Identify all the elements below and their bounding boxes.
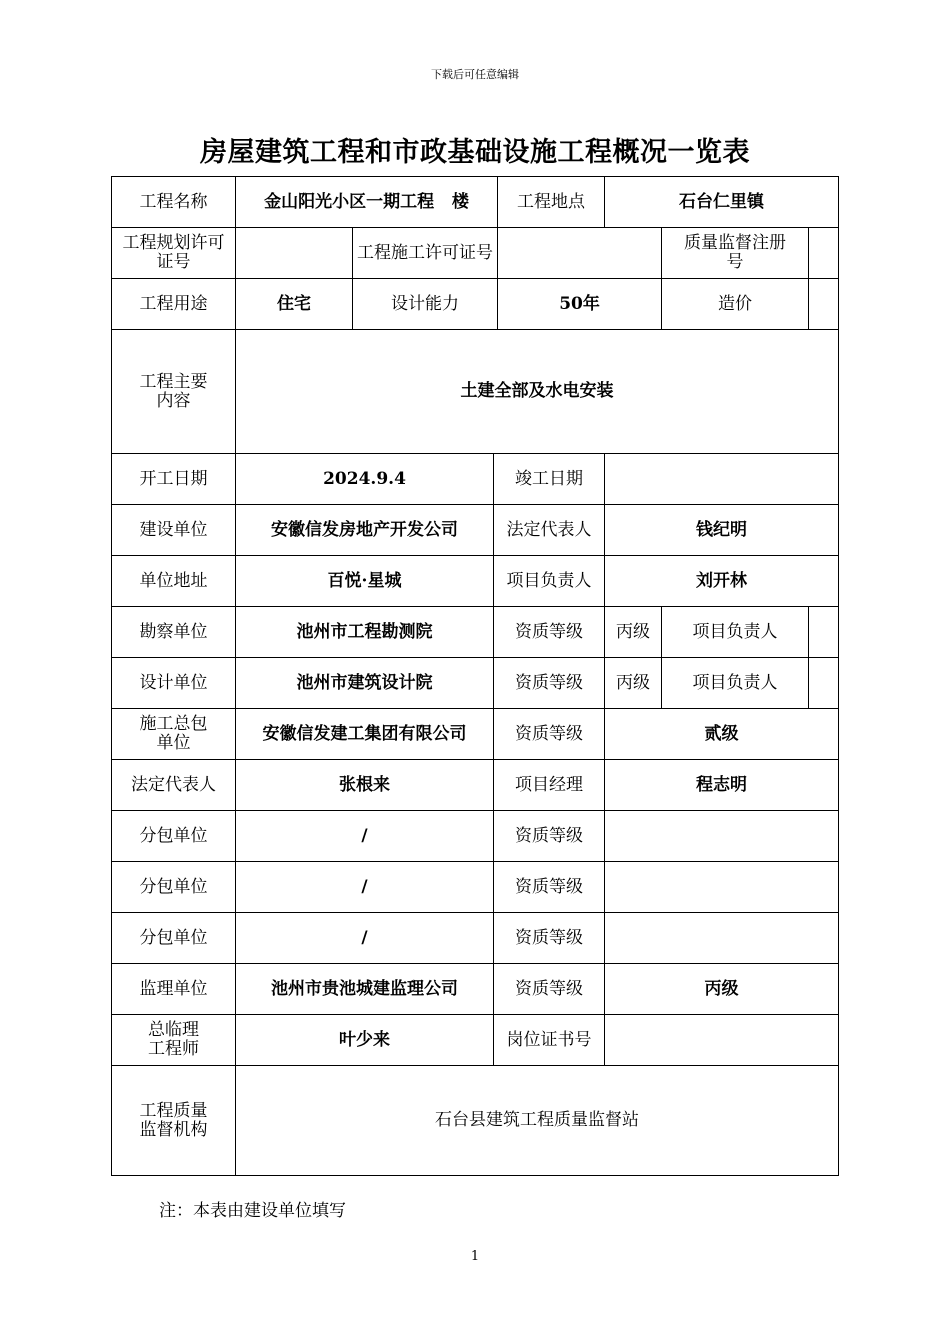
document-title: 房屋建筑工程和市政基础设施工程概况一览表 bbox=[200, 137, 750, 168]
value-project-use: 住宅 bbox=[236, 279, 353, 330]
value-design-lead bbox=[809, 658, 839, 709]
label-chief-supervisor: 总临理工程师 bbox=[112, 1015, 236, 1066]
label-main-content: 工程主要内容 bbox=[112, 330, 236, 454]
value-project-manager: 程志明 bbox=[605, 760, 839, 811]
label-subcontractor: 分包单位 bbox=[112, 811, 236, 862]
label-quality-registration: 质量监督注册号 bbox=[662, 228, 809, 279]
label-certificate-number: 岗位证书号 bbox=[494, 1015, 605, 1066]
value-subcontractor-qualification bbox=[605, 862, 839, 913]
value-survey-qualification: 丙级 bbox=[605, 607, 662, 658]
footnote: 注：本表由建设单位填写 bbox=[159, 1201, 346, 1221]
label-general-contractor: 施工总包单位 bbox=[112, 709, 236, 760]
value-main-content: 土建全部及水电安装 bbox=[236, 330, 839, 454]
label-completion-date: 竣工日期 bbox=[494, 454, 605, 505]
row-design-unit bbox=[112, 658, 839, 709]
row-general-contractor bbox=[112, 709, 839, 760]
value-cost bbox=[809, 279, 839, 330]
value-survey-lead bbox=[809, 607, 839, 658]
value-construction-permit bbox=[498, 228, 662, 279]
label-planning-permit: 工程规划许可证号 bbox=[112, 228, 236, 279]
label-design-qualification: 资质等级 bbox=[494, 658, 605, 709]
label-project-name: 工程名称 bbox=[112, 177, 236, 228]
label-start-date: 开工日期 bbox=[112, 454, 236, 505]
label-survey-unit: 勘察单位 bbox=[112, 607, 236, 658]
label-project-lead-1: 项目负责人 bbox=[494, 556, 605, 607]
label-survey-qualification: 资质等级 bbox=[494, 607, 605, 658]
value-completion-date bbox=[605, 454, 839, 505]
value-design-capacity: 50年 bbox=[498, 279, 662, 330]
label-supervision-qualification: 资质等级 bbox=[494, 964, 605, 1015]
row-quality-agency bbox=[112, 1066, 839, 1176]
label-subcontractor-qualification: 资质等级 bbox=[494, 862, 605, 913]
label-cost: 造价 bbox=[662, 279, 809, 330]
value-subcontractor: / bbox=[236, 811, 494, 862]
label-legal-rep-2: 法定代表人 bbox=[112, 760, 236, 811]
value-supervision-qualification: 丙级 bbox=[605, 964, 839, 1015]
label-contractor-qualification: 资质等级 bbox=[494, 709, 605, 760]
label-project-manager: 项目经理 bbox=[494, 760, 605, 811]
row-legal-rep-2 bbox=[112, 760, 839, 811]
value-subcontractor-qualification bbox=[605, 811, 839, 862]
value-project-name: 金山阳光小区一期工程 楼 bbox=[236, 177, 498, 228]
label-subcontractor-qualification: 资质等级 bbox=[494, 913, 605, 964]
row-subcontractor-2 bbox=[112, 862, 839, 913]
label-design-unit: 设计单位 bbox=[112, 658, 236, 709]
page-number: 1 bbox=[470, 1249, 480, 1264]
row-subcontractor-3 bbox=[112, 913, 839, 964]
label-developer: 建设单位 bbox=[112, 505, 236, 556]
row-dates bbox=[112, 454, 839, 505]
label-legal-rep-1: 法定代表人 bbox=[494, 505, 605, 556]
value-planning-permit bbox=[236, 228, 353, 279]
label-subcontractor-qualification: 资质等级 bbox=[494, 811, 605, 862]
value-unit-address: 百悦·星城 bbox=[236, 556, 494, 607]
row-unit-address bbox=[112, 556, 839, 607]
value-subcontractor-qualification bbox=[605, 913, 839, 964]
value-quality-agency: 石台县建筑工程质量监督站 bbox=[236, 1066, 839, 1176]
row-subcontractor-1 bbox=[112, 811, 839, 862]
row-permits bbox=[112, 228, 839, 279]
row-project-use bbox=[112, 279, 839, 330]
value-general-contractor: 安徽信发建工集团有限公司 bbox=[236, 709, 494, 760]
label-design-lead: 项目负责人 bbox=[662, 658, 809, 709]
value-quality-registration bbox=[809, 228, 839, 279]
value-design-qualification: 丙级 bbox=[605, 658, 662, 709]
value-design-unit: 池州市建筑设计院 bbox=[236, 658, 494, 709]
value-subcontractor: / bbox=[236, 862, 494, 913]
value-project-location: 石台仁里镇 bbox=[605, 177, 839, 228]
label-construction-permit: 工程施工许可证号 bbox=[353, 228, 498, 279]
label-project-use: 工程用途 bbox=[112, 279, 236, 330]
value-contractor-qualification: 贰级 bbox=[605, 709, 839, 760]
row-chief-supervisor bbox=[112, 1015, 839, 1066]
value-chief-supervisor: 叶少来 bbox=[236, 1015, 494, 1066]
label-project-location: 工程地点 bbox=[498, 177, 605, 228]
label-unit-address: 单位地址 bbox=[112, 556, 236, 607]
value-developer: 安徽信发房地产开发公司 bbox=[236, 505, 494, 556]
label-survey-lead: 项目负责人 bbox=[662, 607, 809, 658]
value-legal-rep-1: 钱纪明 bbox=[605, 505, 839, 556]
row-supervision-unit bbox=[112, 964, 839, 1015]
label-subcontractor: 分包单位 bbox=[112, 913, 236, 964]
value-supervision-unit: 池州市贵池城建监理公司 bbox=[236, 964, 494, 1015]
project-overview-table bbox=[111, 176, 839, 1176]
value-subcontractor: / bbox=[236, 913, 494, 964]
value-survey-unit: 池州市工程勘测院 bbox=[236, 607, 494, 658]
label-supervision-unit: 监理单位 bbox=[112, 964, 236, 1015]
row-project-name bbox=[112, 177, 839, 228]
label-design-capacity: 设计能力 bbox=[353, 279, 498, 330]
row-developer bbox=[112, 505, 839, 556]
row-survey-unit bbox=[112, 607, 839, 658]
value-project-lead-1: 刘开林 bbox=[605, 556, 839, 607]
label-subcontractor: 分包单位 bbox=[112, 862, 236, 913]
value-legal-rep-2: 张根来 bbox=[236, 760, 494, 811]
value-start-date: 2024.9.4 bbox=[236, 454, 494, 505]
label-quality-agency: 工程质量监督机构 bbox=[112, 1066, 236, 1176]
row-main-content bbox=[112, 330, 839, 454]
value-certificate-number bbox=[605, 1015, 839, 1066]
header-note: 下载后可任意编辑 bbox=[431, 68, 519, 81]
